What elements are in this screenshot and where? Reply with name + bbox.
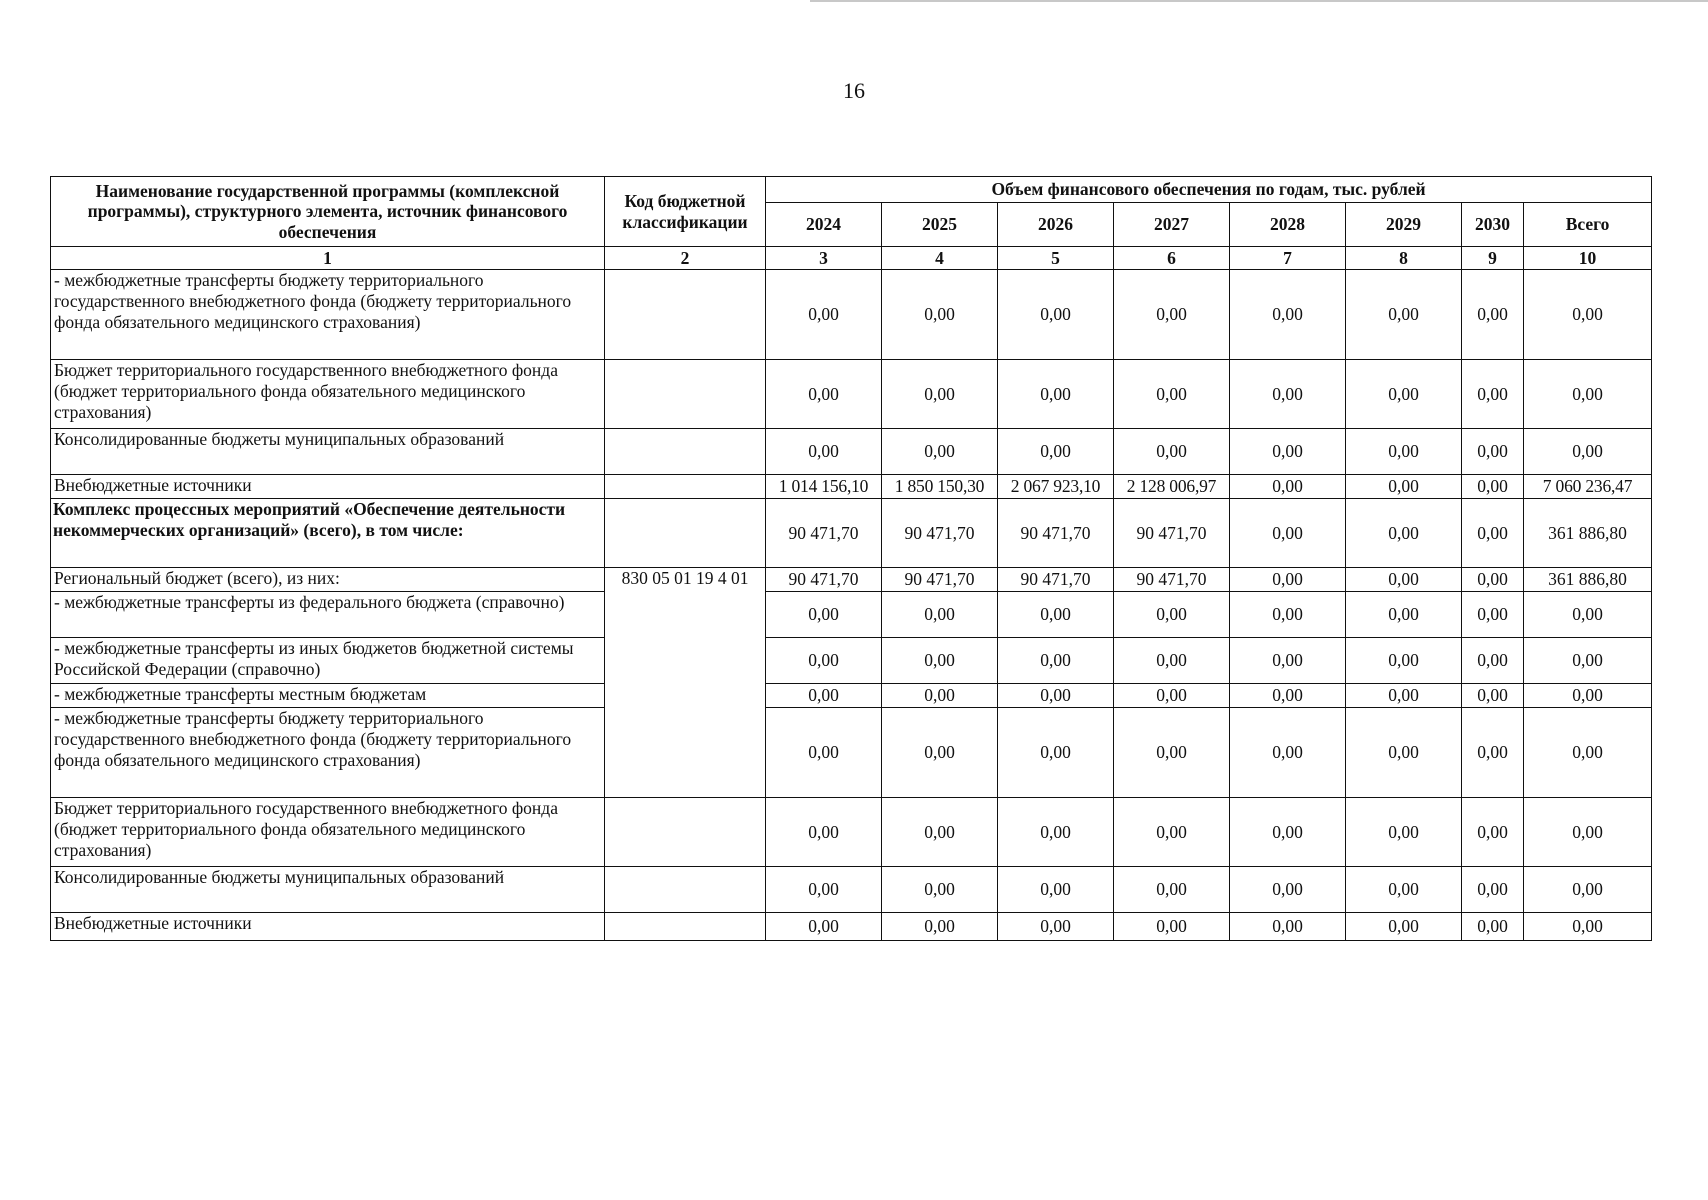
value-2025: 0,00 [882,867,998,913]
table-row [51,592,1652,638]
header-year: 2026 [998,203,1114,247]
value-2029: 0,00 [1346,270,1462,360]
value-2029: 0,00 [1346,867,1462,913]
value-total: 0,00 [1524,798,1652,867]
table-row [51,270,1652,360]
value-2024: 0,00 [766,429,882,475]
value-2024: 0,00 [766,270,882,360]
header-year: 2024 [766,203,882,247]
value-2030: 0,00 [1462,913,1524,941]
value-2030: 0,00 [1462,708,1524,798]
financing-table [50,176,1652,941]
table-row [51,429,1652,475]
value-2027: 90 471,70 [1114,499,1230,568]
value-2030: 0,00 [1462,360,1524,429]
column-number: 7 [1230,247,1346,270]
value-2024: 90 471,70 [766,568,882,592]
row-name: Бюджет территориального государственного внебюджетного фонда (бюджет территориального фонда обязательного медицинского страхования) [51,360,605,429]
value-2026: 0,00 [998,913,1114,941]
value-2025: 90 471,70 [882,499,998,568]
value-2028: 0,00 [1230,867,1346,913]
page-number: 16 [843,78,865,103]
row-name: - межбюджетные трансферты бюджету территориального государственного внебюджетного фонда (бюджету территориального фонда обязательного медицинского страхования) [51,708,605,798]
value-2024: 0,00 [766,684,882,708]
table-row [51,568,1652,592]
row-code [605,360,766,429]
row-name: - межбюджетные трансферты из иных бюджетов бюджетной системы Российской Федерации (справочно) [51,638,605,684]
value-2028: 0,00 [1230,684,1346,708]
value-2024: 0,00 [766,592,882,638]
column-number: 9 [1462,247,1524,270]
value-2027: 0,00 [1114,798,1230,867]
value-2029: 0,00 [1346,475,1462,499]
table-row [51,684,1652,708]
value-2026: 90 471,70 [998,499,1114,568]
value-2026: 0,00 [998,429,1114,475]
value-2030: 0,00 [1462,568,1524,592]
value-2027: 0,00 [1114,270,1230,360]
value-2025: 90 471,70 [882,568,998,592]
value-2025: 0,00 [882,708,998,798]
header-volume-title: Объем финансового обеспечения по годам, тыс. рублей [766,177,1652,203]
value-2027: 0,00 [1114,360,1230,429]
header-code-col: Код бюджетной классификации [605,177,766,247]
value-2028: 0,00 [1230,708,1346,798]
table-row [51,475,1652,499]
column-number: 6 [1114,247,1230,270]
value-2028: 0,00 [1230,913,1346,941]
value-2030: 0,00 [1462,684,1524,708]
table-row [51,499,1652,568]
value-2029: 0,00 [1346,798,1462,867]
value-2027: 90 471,70 [1114,568,1230,592]
value-total: 7 060 236,47 [1524,475,1652,499]
header-year: 2025 [882,203,998,247]
header-year: 2028 [1230,203,1346,247]
table-row [51,913,1652,941]
row-code: 830 05 01 19 4 01 [605,568,766,798]
value-2030: 0,00 [1462,270,1524,360]
value-total: 0,00 [1524,913,1652,941]
value-2027: 0,00 [1114,638,1230,684]
value-2025: 0,00 [882,360,998,429]
row-code [605,499,766,568]
value-2025: 0,00 [882,913,998,941]
value-2029: 0,00 [1346,499,1462,568]
row-code [605,429,766,475]
value-2024: 0,00 [766,360,882,429]
row-name: - межбюджетные трансферты местным бюджетам [51,684,605,708]
row-name: Внебюджетные источники [51,475,605,499]
value-2027: 0,00 [1114,913,1230,941]
value-2025: 0,00 [882,592,998,638]
value-total: 0,00 [1524,360,1652,429]
value-2028: 0,00 [1230,568,1346,592]
column-number-row [51,247,1652,270]
value-2026: 2 067 923,10 [998,475,1114,499]
value-total: 0,00 [1524,867,1652,913]
row-name: - межбюджетные трансферты бюджету территориального государственного внебюджетного фонда (бюджету территориального фонда обязательного медицинского страхования) [51,270,605,360]
value-2024: 0,00 [766,708,882,798]
value-2028: 0,00 [1230,798,1346,867]
value-2030: 0,00 [1462,798,1524,867]
value-2029: 0,00 [1346,708,1462,798]
value-2026: 0,00 [998,867,1114,913]
value-2028: 0,00 [1230,499,1346,568]
value-total: 0,00 [1524,592,1652,638]
value-2025: 0,00 [882,638,998,684]
value-2029: 0,00 [1346,592,1462,638]
value-2029: 0,00 [1346,913,1462,941]
row-code [605,867,766,913]
value-2026: 0,00 [998,798,1114,867]
value-total: 361 886,80 [1524,568,1652,592]
value-2030: 0,00 [1462,638,1524,684]
column-number: 10 [1524,247,1652,270]
column-number: 8 [1346,247,1462,270]
value-2026: 0,00 [998,592,1114,638]
row-code [605,475,766,499]
row-name: Консолидированные бюджеты муниципальных образований [51,429,605,475]
value-2030: 0,00 [1462,592,1524,638]
value-2025: 1 850 150,30 [882,475,998,499]
value-2029: 0,00 [1346,638,1462,684]
value-2030: 0,00 [1462,429,1524,475]
value-total: 0,00 [1524,429,1652,475]
value-2026: 0,00 [998,270,1114,360]
scan-edge-line [810,0,1708,2]
table-row [51,708,1652,798]
value-total: 0,00 [1524,684,1652,708]
value-2028: 0,00 [1230,475,1346,499]
value-2024: 0,00 [766,913,882,941]
value-2027: 0,00 [1114,429,1230,475]
row-name: Комплекс процессных мероприятий «Обеспечение деятельности некоммерческих организаций» (всего), в том числе: [51,499,605,568]
value-2028: 0,00 [1230,592,1346,638]
column-number: 3 [766,247,882,270]
header-total: Всего [1524,203,1652,247]
row-code [605,270,766,360]
value-2029: 0,00 [1346,684,1462,708]
row-name: - межбюджетные трансферты из федерального бюджета (справочно) [51,592,605,638]
value-2030: 0,00 [1462,475,1524,499]
value-2025: 0,00 [882,798,998,867]
table-row [51,867,1652,913]
value-2029: 0,00 [1346,429,1462,475]
value-2030: 0,00 [1462,867,1524,913]
header-year: 2030 [1462,203,1524,247]
value-2030: 0,00 [1462,499,1524,568]
header-year: 2029 [1346,203,1462,247]
value-2024: 0,00 [766,638,882,684]
table-row [51,360,1652,429]
row-code [605,798,766,867]
table-row [51,798,1652,867]
row-name: Бюджет территориального государственного внебюджетного фонда (бюджет территориального фонда обязательного медицинского страхования) [51,798,605,867]
header-year: 2027 [1114,203,1230,247]
value-2027: 0,00 [1114,867,1230,913]
value-total: 0,00 [1524,270,1652,360]
value-2028: 0,00 [1230,638,1346,684]
value-2026: 90 471,70 [998,568,1114,592]
value-total: 0,00 [1524,638,1652,684]
header-row-top [51,177,1652,203]
value-2028: 0,00 [1230,270,1346,360]
row-name: Региональный бюджет (всего), из них: [51,568,605,592]
header-name-col: Наименование государственной программы (комплексной программы), структурного элемента, источник финансового обеспечения [51,177,605,247]
value-2028: 0,00 [1230,429,1346,475]
table-row [51,638,1652,684]
value-2026: 0,00 [998,638,1114,684]
value-2025: 0,00 [882,684,998,708]
value-2026: 0,00 [998,684,1114,708]
value-2024: 0,00 [766,867,882,913]
value-2027: 0,00 [1114,684,1230,708]
row-name: Консолидированные бюджеты муниципальных образований [51,867,605,913]
value-2026: 0,00 [998,708,1114,798]
row-code [605,913,766,941]
value-2024: 1 014 156,10 [766,475,882,499]
value-2025: 0,00 [882,429,998,475]
column-number: 5 [998,247,1114,270]
value-2025: 0,00 [882,270,998,360]
value-2028: 0,00 [1230,360,1346,429]
value-2026: 0,00 [998,360,1114,429]
value-2029: 0,00 [1346,360,1462,429]
column-number: 2 [605,247,766,270]
value-2027: 0,00 [1114,708,1230,798]
value-2027: 2 128 006,97 [1114,475,1230,499]
value-total: 361 886,80 [1524,499,1652,568]
value-2029: 0,00 [1346,568,1462,592]
value-total: 0,00 [1524,708,1652,798]
row-name: Внебюджетные источники [51,913,605,941]
column-number: 4 [882,247,998,270]
value-2024: 0,00 [766,798,882,867]
value-2027: 0,00 [1114,592,1230,638]
column-number: 1 [51,247,605,270]
value-2024: 90 471,70 [766,499,882,568]
